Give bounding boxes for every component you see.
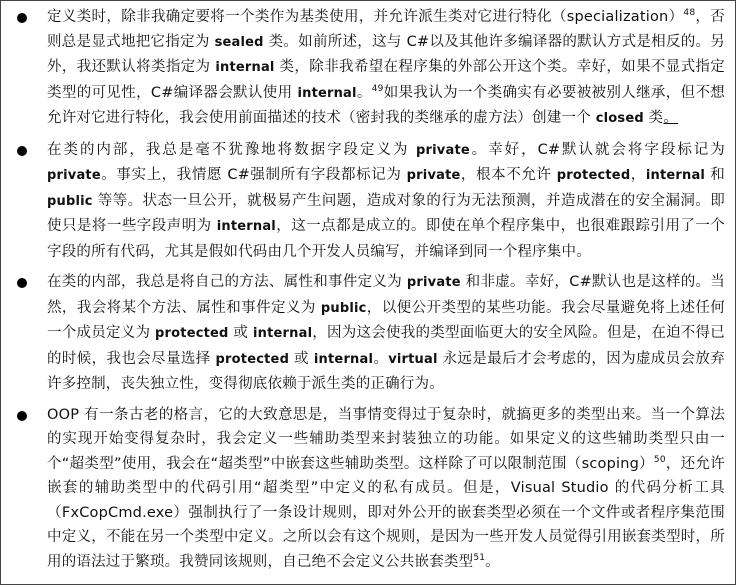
text-run: 类 xyxy=(643,110,664,126)
paragraph xyxy=(47,138,725,265)
bullet-list xyxy=(13,5,725,580)
text-run: 。事实上，我情愿 C#强制所有字段都标记为 xyxy=(100,167,407,183)
text-run: OOP 有一条古老的格言，它的大致意思是，当事情变得过于复杂时，就搞更多的类型出来。当一个算法的实现开始变得复杂时，我会定义一些辅助类型来封装独立的功能。如果定义的这些辅助类型只由一个“超类型”使用，我会在“超类型”中嵌套这些辅助类型。这样除了可以限制范围（scoping） xyxy=(47,406,725,472)
keyword: private xyxy=(406,168,461,183)
footnote-ref: 51 xyxy=(473,552,486,563)
footnote-ref: 48 xyxy=(683,8,696,18)
text-run: 。幸好，C#默认就会将字段标记为 xyxy=(469,141,725,158)
keyword: internal xyxy=(645,168,706,183)
text-run: 和非虚。幸好，C#默认也是这样的。当然，我会将某个方法、属性和事件定义为 xyxy=(47,274,726,316)
keyword: protected xyxy=(556,168,631,183)
keyword: protected xyxy=(215,351,290,367)
text-run: 或 xyxy=(289,350,314,367)
text-run: 类，除非我希望在程序集的外部公开这个类。幸好，如果不显式指定类型的可见性，C#编译器会默认使用 xyxy=(47,59,725,101)
list-item xyxy=(13,138,725,265)
bullet-icon xyxy=(17,146,27,156)
list-item xyxy=(13,403,725,575)
text-run: 在类的内部，我总是将自己的方法、属性和事件定义为 xyxy=(47,274,407,290)
paragraph xyxy=(47,403,725,575)
paragraph xyxy=(47,270,725,397)
text-run: 在类的内部，我总是毫不犹豫地将数据字段定义为 xyxy=(47,141,417,158)
keyword: protected xyxy=(155,326,229,341)
text-run: 。 xyxy=(356,84,372,101)
text-run: 如果我认为一个类确实有必要被被别人继承，但不想允许对它进行特化，我会使用前面描述的技术（密封我的类继承的虚方法）创建一个 xyxy=(47,84,725,126)
keyword: public xyxy=(47,193,93,209)
text-run: ，根本不允许 xyxy=(460,167,557,183)
text-run: ， xyxy=(630,167,646,183)
text-run: ，否则总是显式地把它指定为 xyxy=(47,9,725,50)
keyword: public xyxy=(320,300,367,316)
text-run: 。 xyxy=(485,553,500,570)
keyword: internal xyxy=(216,219,276,234)
text-run: 或 xyxy=(228,325,254,341)
keyword: internal xyxy=(253,326,313,341)
footnote-ref: 49 xyxy=(371,83,384,94)
text-run: 类。如前所述，这与 C#以及其他许多编译器的默认方式是相反的。另外，我还默认将类指定为 xyxy=(47,33,726,75)
text-run: ，因为这会使我的类型面临更大的安全风险。但是，在迫不得已的时候，我也会尽量选择 xyxy=(47,325,725,367)
text-run: 定义类时，除非我确定要将一个类作为基类使用，并允许派生类对它进行特化（specialization） xyxy=(47,9,684,25)
keyword: sealed xyxy=(214,34,264,50)
keyword: private xyxy=(47,168,101,183)
text-run: 等等。状态一旦公开，就极易产生问题，造成对象的行为无法预测，并造成潜在的安全漏洞。即使只是将一些字段声明为 xyxy=(47,192,725,234)
bullet-icon xyxy=(17,278,27,288)
keyword: internal xyxy=(313,351,374,367)
keyword: internal xyxy=(297,85,357,101)
text-run: 和 xyxy=(705,167,726,183)
paragraph xyxy=(47,5,725,132)
list-item xyxy=(13,5,725,132)
underlined-text: 。 xyxy=(663,110,679,126)
bullet-icon xyxy=(17,411,27,421)
text-run: ，这一点都是成立的。即使在单个程序集中，也很难跟踪引用了一个字段的所有代码，尤其是假如代码由几个开发人员编写，并编译到同一个程序集中。 xyxy=(47,218,725,260)
text-run: 。 xyxy=(373,350,389,367)
bullet-icon xyxy=(17,13,27,23)
text-run: ，以便公开类型的某些功能。我会尽量避免将上述任何一个成员定义为 xyxy=(47,299,725,341)
keyword: virtual xyxy=(388,351,438,367)
text-run: ，还允许嵌套的辅助类型中的代码引用“超类型”中定义的私有成员。但是，Visual Studio 的代码分析工具（FxCopCmd.exe）强制执行了一条设计规则，即对外公开的嵌套类型必须在一个文件或者程序集范围中定义，不能在另一个类型中定义。之所以会有这个规则，是因为一些开发人员觉得引用嵌套类型时，所用的语法过于繁琐。我赞同该规则，自己绝不会定义公共嵌套类型 xyxy=(47,455,725,570)
keyword: closed xyxy=(595,111,644,126)
keyword: internal xyxy=(215,60,275,75)
list-item xyxy=(13,270,725,397)
keyword: private xyxy=(406,275,461,290)
footnote-ref: 50 xyxy=(653,454,666,465)
keyword: private xyxy=(416,142,470,158)
text-run: 永远是最后才会考虑的，因为虚成员会放弃许多控制，丧失独立性，变得彻底依赖于派生类的正确行为。 xyxy=(47,350,725,392)
